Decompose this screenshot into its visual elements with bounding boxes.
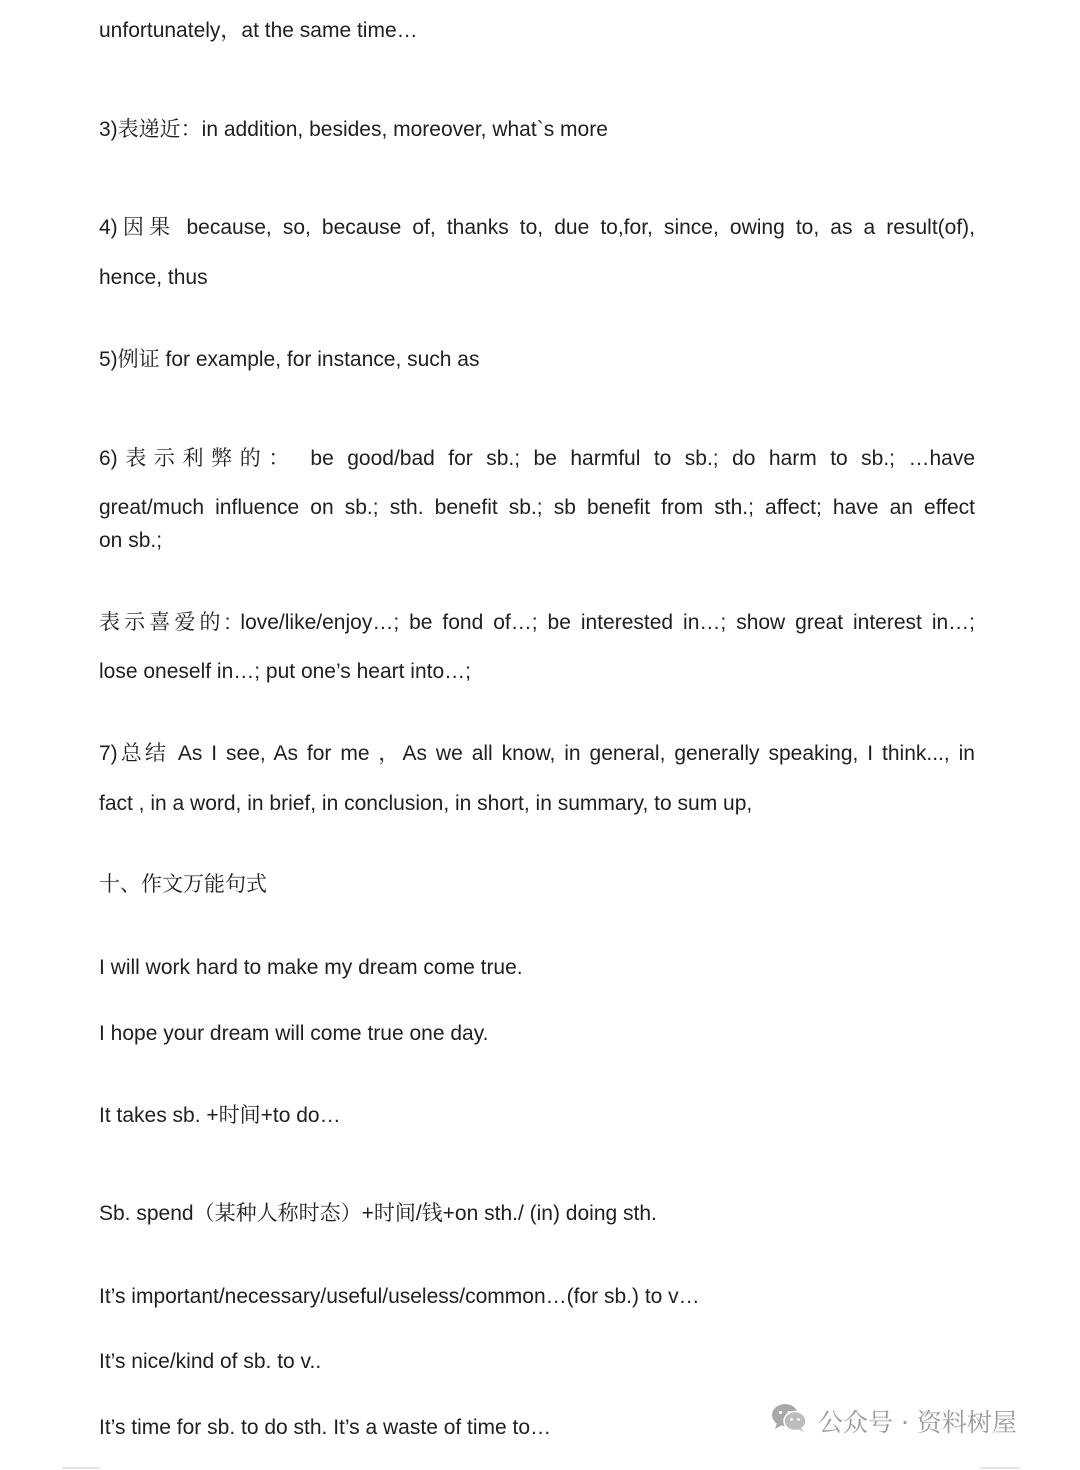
watermark	[770, 1403, 1017, 1439]
text-line: fact , in a word, in brief, in conclusion, in short, in summary, to sum up,	[99, 792, 753, 815]
text-line: It takes sb. +时间+to do…	[99, 1104, 341, 1127]
watermark-text: 公众号 · 资料树屋	[818, 1408, 1017, 1437]
text-line: 6)表示利弊的： be good/bad for sb.; be harmful to sb.; do harm to sb.; …have	[99, 447, 975, 470]
text-line: 4)因果 because, so, because of, thanks to, due to,for, since, owing to, as a result(of),	[99, 216, 975, 239]
text-line: I hope your dream will come true one day.	[99, 1022, 489, 1045]
divider	[62, 1467, 100, 1469]
text-line: hence, thus	[99, 266, 208, 289]
text-line: 3)表递近：in addition, besides, moreover, what`s more	[99, 118, 608, 141]
text-line: on sb.;	[99, 529, 163, 552]
text-line: I will work hard to make my dream come true.	[99, 956, 523, 979]
text-line: great/much influence on sb.; sth. benefit sb.; sb benefit from sth.; affect; have an effect	[99, 496, 975, 519]
section-heading: 十、作文万能句式	[99, 873, 267, 896]
text-line: unfortunately，at the same time…	[99, 19, 418, 42]
text-line: 5)例证 for example, for instance, such as	[99, 348, 480, 371]
wechat-icon	[770, 1402, 808, 1440]
divider	[980, 1467, 1020, 1469]
text-line: It’s important/necessary/useful/useless/common…(for sb.) to v…	[99, 1285, 700, 1308]
text-line: It’s nice/kind of sb. to v..	[99, 1350, 322, 1373]
text-line: lose oneself in…; put one’s heart into…;	[99, 660, 472, 683]
text-line: Sb. spend（某种人称时态）+时间/钱+on sth./ (in) doing sth.	[99, 1202, 657, 1225]
text-line: 表示喜爱的: love/like/enjoy…; be fond of…; be interested in…; show great interest in…;	[99, 611, 975, 634]
text-line: 7)总结 As I see, As for me ，As we all know, in general, generally speaking, I think..., in	[99, 742, 975, 765]
text-line: It’s time for sb. to do sth. It’s a waste of time to…	[99, 1416, 552, 1439]
